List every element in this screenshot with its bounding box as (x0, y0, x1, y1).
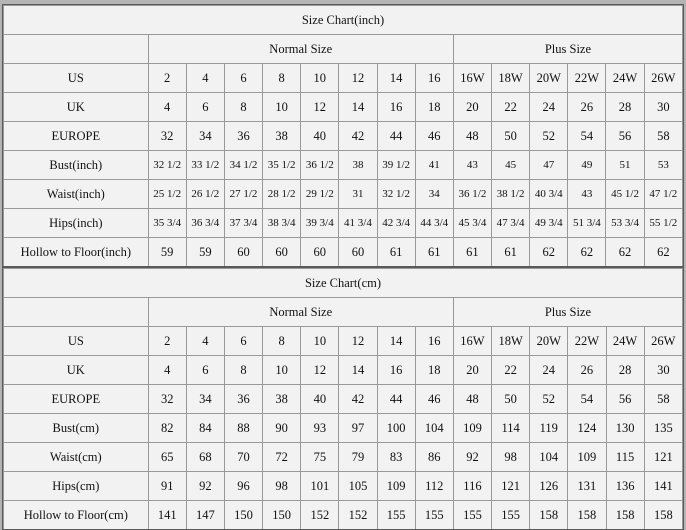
cell: 12 (301, 356, 339, 385)
size-table-cm (3, 268, 683, 529)
cell: 16 (415, 327, 453, 356)
cell: 83 (377, 443, 415, 472)
cell: 155 (492, 501, 530, 530)
cell: 98 (263, 472, 301, 501)
cell: 105 (339, 472, 377, 501)
cell: 155 (377, 501, 415, 530)
cell: 104 (415, 414, 453, 443)
cell: 2 (148, 327, 186, 356)
table-title-row (4, 6, 683, 35)
cell: 41 3/4 (339, 209, 377, 238)
cell: 32 (148, 122, 186, 151)
row-label: Waist(inch) (4, 180, 149, 209)
cell: 62 (606, 238, 644, 267)
row-label: Bust(inch) (4, 151, 149, 180)
cell: 79 (339, 443, 377, 472)
cell: 38 (263, 385, 301, 414)
cell: 4 (148, 93, 186, 122)
cell: 45 3/4 (453, 209, 491, 238)
cell: 41 (415, 151, 453, 180)
cell: 30 (644, 93, 682, 122)
cell: 43 (568, 180, 606, 209)
cell: 20 (453, 93, 491, 122)
cell: 62 (530, 238, 568, 267)
cell: 14 (339, 93, 377, 122)
cell: 34 (186, 385, 224, 414)
cell: 97 (339, 414, 377, 443)
cell: 115 (606, 443, 644, 472)
cell: 116 (453, 472, 491, 501)
cell: 52 (530, 122, 568, 151)
cell: 101 (301, 472, 339, 501)
cell: 59 (148, 238, 186, 267)
cell: 93 (301, 414, 339, 443)
cell: 8 (224, 93, 262, 122)
cell: 70 (224, 443, 262, 472)
cell: 46 (415, 385, 453, 414)
cell: 52 (530, 385, 568, 414)
group-row-spacer (4, 298, 149, 327)
cell: 61 (453, 238, 491, 267)
cell: 12 (339, 64, 377, 93)
cell: 35 3/4 (148, 209, 186, 238)
cell: 24 (530, 356, 568, 385)
cell: 40 3/4 (530, 180, 568, 209)
cell: 33 1/2 (186, 151, 224, 180)
cell: 50 (492, 122, 530, 151)
table-group-row (4, 35, 683, 64)
cell: 90 (263, 414, 301, 443)
table-row (4, 238, 683, 267)
cell: 114 (492, 414, 530, 443)
chart-title: Size Chart(cm) (4, 269, 683, 298)
cell: 26 (568, 93, 606, 122)
table-row (4, 443, 683, 472)
table-row (4, 180, 683, 209)
cell: 36 (224, 385, 262, 414)
cell: 155 (415, 501, 453, 530)
cell: 29 1/2 (301, 180, 339, 209)
cell: 124 (568, 414, 606, 443)
cell: 158 (606, 501, 644, 530)
cell: 54 (568, 385, 606, 414)
cell: 26W (644, 327, 682, 356)
cell: 8 (224, 356, 262, 385)
cell: 60 (339, 238, 377, 267)
table-row (4, 501, 683, 530)
cell: 10 (301, 64, 339, 93)
cell: 54 (568, 122, 606, 151)
cell: 22 (492, 356, 530, 385)
cell: 18W (492, 64, 530, 93)
cell: 84 (186, 414, 224, 443)
cell: 62 (568, 238, 606, 267)
table-row (4, 327, 683, 356)
cell: 48 (453, 122, 491, 151)
cell: 40 (301, 122, 339, 151)
cell: 44 (377, 385, 415, 414)
cell: 42 (339, 122, 377, 151)
cell: 42 (339, 385, 377, 414)
cell: 28 1/2 (263, 180, 301, 209)
cell: 61 (415, 238, 453, 267)
table-group-row (4, 298, 683, 327)
cell: 26 (568, 356, 606, 385)
cell: 10 (263, 93, 301, 122)
cell: 100 (377, 414, 415, 443)
cell: 109 (568, 443, 606, 472)
cell: 86 (415, 443, 453, 472)
cell: 26W (644, 64, 682, 93)
table-title-row (4, 269, 683, 298)
cell: 53 (644, 151, 682, 180)
cell: 10 (263, 356, 301, 385)
cell: 24 (530, 93, 568, 122)
cell: 155 (453, 501, 491, 530)
cell: 6 (186, 93, 224, 122)
cell: 34 (415, 180, 453, 209)
cell: 121 (492, 472, 530, 501)
cell: 14 (377, 64, 415, 93)
cell: 31 (339, 180, 377, 209)
cell: 136 (606, 472, 644, 501)
row-label: Bust(cm) (4, 414, 149, 443)
group-plus-size: Plus Size (453, 298, 682, 327)
cell: 49 3/4 (530, 209, 568, 238)
table-row (4, 472, 683, 501)
group-row-spacer (4, 35, 149, 64)
cell: 40 (301, 385, 339, 414)
chart-title: Size Chart(inch) (4, 6, 683, 35)
size-table-inch (3, 5, 683, 266)
cell: 28 (606, 356, 644, 385)
cell: 150 (224, 501, 262, 530)
group-normal-size: Normal Size (148, 35, 453, 64)
row-label: US (4, 327, 149, 356)
cell: 91 (148, 472, 186, 501)
cell: 22W (568, 327, 606, 356)
cell: 61 (377, 238, 415, 267)
cell: 49 (568, 151, 606, 180)
cell: 44 3/4 (415, 209, 453, 238)
cell: 82 (148, 414, 186, 443)
cell: 119 (530, 414, 568, 443)
table-row (4, 122, 683, 151)
cell: 34 (186, 122, 224, 151)
cell: 25 1/2 (148, 180, 186, 209)
cell: 39 1/2 (377, 151, 415, 180)
cell: 38 3/4 (263, 209, 301, 238)
cell: 44 (377, 122, 415, 151)
cell: 131 (568, 472, 606, 501)
cell: 121 (644, 443, 682, 472)
cell: 36 (224, 122, 262, 151)
cell: 12 (339, 327, 377, 356)
cell: 8 (263, 64, 301, 93)
cell: 26 1/2 (186, 180, 224, 209)
cell: 35 1/2 (263, 151, 301, 180)
table-row (4, 93, 683, 122)
cell: 141 (148, 501, 186, 530)
cell: 6 (224, 327, 262, 356)
cell: 58 (644, 385, 682, 414)
cell: 92 (186, 472, 224, 501)
table-row (4, 414, 683, 443)
cell: 22W (568, 64, 606, 93)
table-row (4, 209, 683, 238)
group-normal-size: Normal Size (148, 298, 453, 327)
cell: 12 (301, 93, 339, 122)
cell: 18 (415, 356, 453, 385)
cell: 98 (492, 443, 530, 472)
cell: 32 1/2 (148, 151, 186, 180)
cell: 16W (453, 64, 491, 93)
cell: 27 1/2 (224, 180, 262, 209)
cell: 43 (453, 151, 491, 180)
cell: 34 1/2 (224, 151, 262, 180)
row-label: US (4, 64, 149, 93)
cell: 47 (530, 151, 568, 180)
row-label: UK (4, 93, 149, 122)
cell: 126 (530, 472, 568, 501)
cell: 6 (186, 356, 224, 385)
cell: 8 (263, 327, 301, 356)
cell: 62 (644, 238, 682, 267)
cell: 47 3/4 (492, 209, 530, 238)
cell: 135 (644, 414, 682, 443)
cell: 51 (606, 151, 644, 180)
cell: 61 (492, 238, 530, 267)
cell: 32 (148, 385, 186, 414)
cell: 150 (263, 501, 301, 530)
cell: 152 (339, 501, 377, 530)
cell: 4 (148, 356, 186, 385)
cell: 56 (606, 385, 644, 414)
table-row (4, 64, 683, 93)
cell: 4 (186, 327, 224, 356)
cell: 51 3/4 (568, 209, 606, 238)
table-row (4, 151, 683, 180)
cell: 22 (492, 93, 530, 122)
cell: 38 (339, 151, 377, 180)
cell: 4 (186, 64, 224, 93)
cell: 152 (301, 501, 339, 530)
cell: 20W (530, 327, 568, 356)
cell: 96 (224, 472, 262, 501)
cell: 38 (263, 122, 301, 151)
cell: 36 1/2 (301, 151, 339, 180)
row-label: EUROPE (4, 122, 149, 151)
cell: 141 (644, 472, 682, 501)
cell: 24W (606, 327, 644, 356)
row-label: Hips(cm) (4, 472, 149, 501)
cell: 18 (415, 93, 453, 122)
cell: 112 (415, 472, 453, 501)
cell: 45 (492, 151, 530, 180)
table-row (4, 356, 683, 385)
cell: 39 3/4 (301, 209, 339, 238)
cell: 92 (453, 443, 491, 472)
row-label: EUROPE (4, 385, 149, 414)
cell: 130 (606, 414, 644, 443)
cell: 32 1/2 (377, 180, 415, 209)
cell: 158 (568, 501, 606, 530)
cell: 16 (377, 93, 415, 122)
cell: 37 3/4 (224, 209, 262, 238)
cell: 60 (224, 238, 262, 267)
cell: 16 (415, 64, 453, 93)
row-label: Waist(cm) (4, 443, 149, 472)
cell: 14 (377, 327, 415, 356)
cell: 47 1/2 (644, 180, 682, 209)
cell: 60 (301, 238, 339, 267)
cell: 45 1/2 (606, 180, 644, 209)
cell: 59 (186, 238, 224, 267)
cell: 88 (224, 414, 262, 443)
cell: 72 (263, 443, 301, 472)
cell: 58 (644, 122, 682, 151)
row-label: Hollow to Floor(inch) (4, 238, 149, 267)
cell: 68 (186, 443, 224, 472)
cell: 24W (606, 64, 644, 93)
cell: 2 (148, 64, 186, 93)
cell: 53 3/4 (606, 209, 644, 238)
cell: 147 (186, 501, 224, 530)
cell: 38 1/2 (492, 180, 530, 209)
cell: 42 3/4 (377, 209, 415, 238)
cell: 55 1/2 (644, 209, 682, 238)
cell: 75 (301, 443, 339, 472)
cell: 10 (301, 327, 339, 356)
cell: 48 (453, 385, 491, 414)
cell: 18W (492, 327, 530, 356)
cell: 158 (530, 501, 568, 530)
cell: 46 (415, 122, 453, 151)
cell: 30 (644, 356, 682, 385)
row-label: Hips(inch) (4, 209, 149, 238)
cell: 104 (530, 443, 568, 472)
cell: 36 1/2 (453, 180, 491, 209)
cell: 109 (377, 472, 415, 501)
cell: 65 (148, 443, 186, 472)
row-label: UK (4, 356, 149, 385)
cell: 36 3/4 (186, 209, 224, 238)
cell: 16 (377, 356, 415, 385)
cell: 20 (453, 356, 491, 385)
table-row (4, 385, 683, 414)
cell: 56 (606, 122, 644, 151)
group-plus-size: Plus Size (453, 35, 682, 64)
cell: 16W (453, 327, 491, 356)
cell: 109 (453, 414, 491, 443)
cell: 20W (530, 64, 568, 93)
size-chart-inch (2, 4, 684, 267)
cell: 50 (492, 385, 530, 414)
cell: 158 (644, 501, 682, 530)
cell: 28 (606, 93, 644, 122)
cell: 60 (263, 238, 301, 267)
size-chart-cm (2, 267, 684, 530)
cell: 6 (224, 64, 262, 93)
row-label: Hollow to Floor(cm) (4, 501, 149, 530)
cell: 14 (339, 356, 377, 385)
